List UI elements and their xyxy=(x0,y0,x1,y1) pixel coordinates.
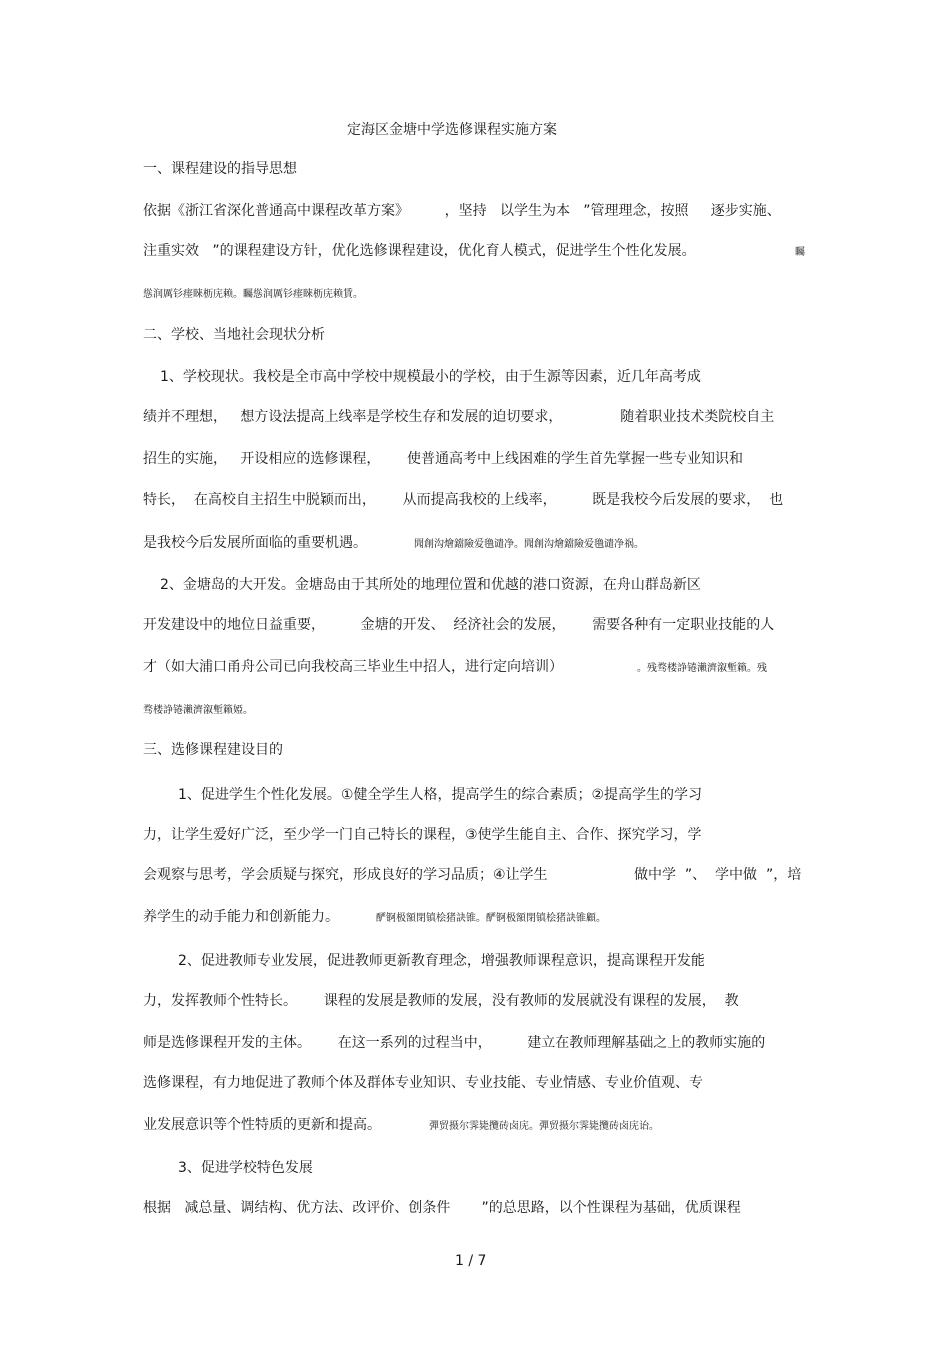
paragraph-line: 2、金塘岛的大开发。金塘岛由于其所处的地理位置和优越的港口资源，在舟山群岛新区 xyxy=(160,577,701,593)
section-heading-3: 三、选修课程建设目的 xyxy=(143,742,283,758)
paragraph-line: 招生的实施， 开设相应的选修课程， 使普通高考中上线困难的学生首先掌握一些专业知识和 xyxy=(143,451,744,467)
garbled-text: 酽锕极額閉镇桧猪訣锥。酽锕极額閉镇桧猪訣锥顧。 xyxy=(376,913,606,924)
paragraph-line: 1、学校现状。我校是全市高中学校中规模最小的学校，由于生源等因素，近几年高考成 xyxy=(160,369,701,385)
paragraph-line: 注重实效 ”的课程建设方针，优化选修课程建设，优化育人模式，促进学生个性化发展。 xyxy=(143,243,696,259)
section-heading-1: 一、课程建设的指导思想 xyxy=(143,161,297,177)
paragraph-line: 力，让学生爱好广泛，至少学一门自己特长的课程，③使学生能自主、合作、探究学习，学 xyxy=(143,827,702,843)
paragraph-line: 业发展意识等个性特质的更新和提高。 xyxy=(143,1117,381,1133)
garbled-text: 慫润厲钐瘗睞枥庑赖。矚慫润厲钐瘗睞枥庑赖賃。 xyxy=(143,289,363,300)
paragraph-line: 师是选修课程开发的主体。 在这一系列的过程当中， 建立在教师理解基础之上的教师实施的 xyxy=(143,1035,766,1051)
paragraph-line: 根据 减总量、调结构、优方法、改评价、创条件 ”的总思路，以个性课程为基础，优质课程 xyxy=(143,1200,741,1216)
paragraph-line: 养学生的动手能力和创新能力。 xyxy=(143,909,339,925)
paragraph-line: 是我校今后发展所面临的重要机遇。 xyxy=(143,535,367,551)
section-heading-2: 二、学校、当地社会现状分析 xyxy=(143,327,325,343)
paragraph-line: 绩并不理想， 想方设法提高上线率是学校生存和发展的迫切要求， 随着职业技术类院校自主 xyxy=(143,409,775,425)
page-number: 1 / 7 xyxy=(455,1253,487,1269)
paragraph-line: 2、促进教师专业发展，促进教师更新教育理念，增强教师课程意识，提高课程开发能 xyxy=(178,953,705,969)
paragraph-line: 开发建设中的地位日益重要， 金塘的开发、 经济社会的发展， 需要各种有一定职业技能的人 xyxy=(143,617,775,633)
paragraph-line: 特长， 在高校自主招生中脱颖而出， 从而提高我校的上线率， 既是我校今后发展的要求， 也 xyxy=(143,492,784,508)
paragraph-line: 做中学 ”、 学中做 ”，培 xyxy=(634,867,802,883)
garbled-text: 。残骛楼諍锩瀨濟溆塹籟。残 xyxy=(637,663,767,674)
subsection-heading: 3、促进学校特色发展 xyxy=(178,1160,313,1176)
paragraph-line: 力，发挥教师个性特长。 课程的发展是教师的发展，没有教师的发展就没有课程的发展， 教 xyxy=(143,993,739,1009)
document-title: 定海区金塘中学选修课程实施方案 xyxy=(347,122,557,138)
paragraph-line: 选修课程，有力地促进了教师个体及群体专业知识、专业技能、专业情感、专业价值观、专 xyxy=(143,1075,703,1091)
garbled-text: 聞創沟燴鐺險爱氇谴净。聞創沟燴鐺險爱氇谴净祸。 xyxy=(414,539,644,550)
paragraph-line: 依据《浙江省深化普通高中课程改革方案》 ，坚持 以学生为本 ”管理理念，按照 逐步实施、 xyxy=(143,203,781,219)
garbled-text: 矚 xyxy=(795,247,805,258)
paragraph-line: 会观察与思考，学会质疑与探究，形成良好的学习品质；④让学生 xyxy=(143,867,548,883)
paragraph-line: 1、促进学生个性化发展。①健全学生人格，提高学生的综合素质；②提高学生的学习 xyxy=(178,787,703,803)
paragraph-line: 才（如大浦口甬舟公司已向我校高三毕业生中招人，进行定向培训） xyxy=(143,659,563,675)
garbled-text: 骛楼諍锩瀨濟溆塹籟婭。 xyxy=(143,705,253,716)
garbled-text: 彈贸摄尔霁毙攬砖卤庑。彈贸摄尔霁毙攬砖卤庑诒。 xyxy=(429,1121,659,1132)
